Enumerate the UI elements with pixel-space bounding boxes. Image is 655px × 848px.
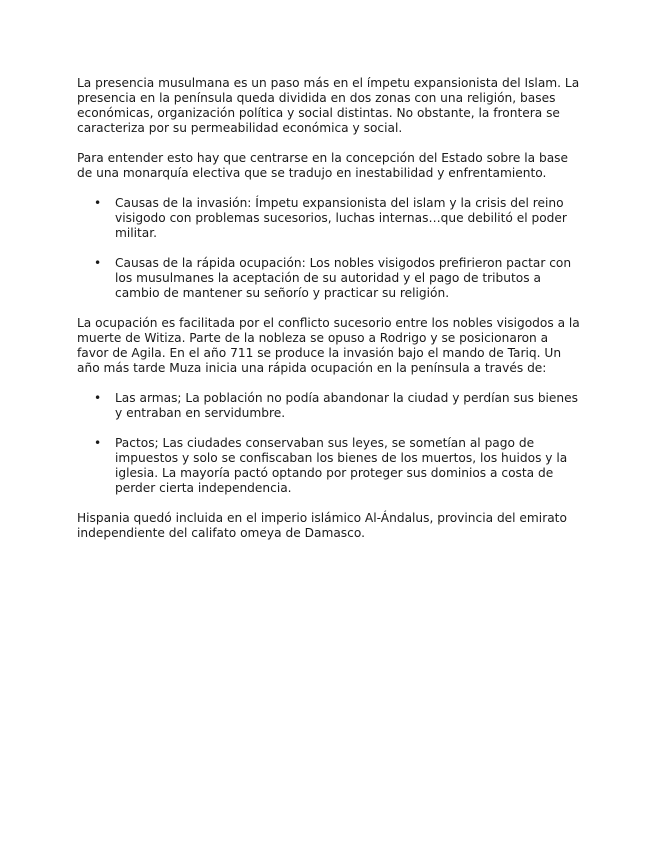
paragraph-conclusion: Hispania quedó incluida en el imperio islámico Al-Ándalus, provincia del emirato independiente del califato omeya de Damasco. [77, 511, 567, 540]
list-item [77, 196, 582, 241]
paragraph-intro: La presencia musulmana es un paso más en el ímpetu expansionista del Islam. La presencia en la península queda dividida en dos zonas con una religión, bases económicas, organización política y social distintas. No obstante, la frontera se caracteriza por su permeabilidad económica y social. [77, 76, 580, 135]
list-item-text: Pactos; Las ciudades conservaban sus leyes, se sometían al pago de impuestos y solo se confiscaban los bienes de los muertos, los huidos y la iglesia. La mayoría pactó optando por proteger sus dominios a costa de perder cierta independencia. [115, 436, 568, 495]
bullet-icon: • [94, 391, 102, 405]
document-page [77, 76, 582, 556]
list-item-text: Causas de la rápida ocupación: Los nobles visigodos prefirieron pactar con los musulmanes la aceptación de su autoridad y el pago de tributos a cambio de mantener su señorío y practicar su religión. [115, 256, 572, 300]
paragraph-state-concept: Para entender esto hay que centrarse en la concepción del Estado sobre la base de una monarquía electiva que se tradujo en inestabilidad y enfrentamiento. [77, 151, 569, 180]
list-item [77, 436, 582, 496]
list-item-text: Causas de la invasión: Ímpetu expansionista del islam y la crisis del reino visigodo con problemas sucesorios, luchas internas…que debilitó el poder militar. [115, 196, 567, 240]
occupation-methods-list [77, 391, 582, 496]
list-item [77, 256, 582, 301]
paragraph-occupation: La ocupación es facilitada por el conflicto sucesorio entre los nobles visigodos a la muerte de Witiza. Parte de la nobleza se opuso a Rodrigo y se posicionaron a favor de Agila. En el año 711 se produce la invasión bajo el mando de Tariq. Un año más tarde Muza inicia una rápida ocupación en la península a través de: [77, 316, 580, 375]
bullet-icon: • [94, 256, 102, 270]
causes-list [77, 196, 582, 301]
list-item [77, 391, 582, 421]
bullet-icon: • [94, 436, 102, 450]
list-item-text: Las armas; La población no podía abandonar la ciudad y perdían sus bienes y entraban en servidumbre. [115, 391, 579, 420]
bullet-icon: • [94, 196, 102, 210]
